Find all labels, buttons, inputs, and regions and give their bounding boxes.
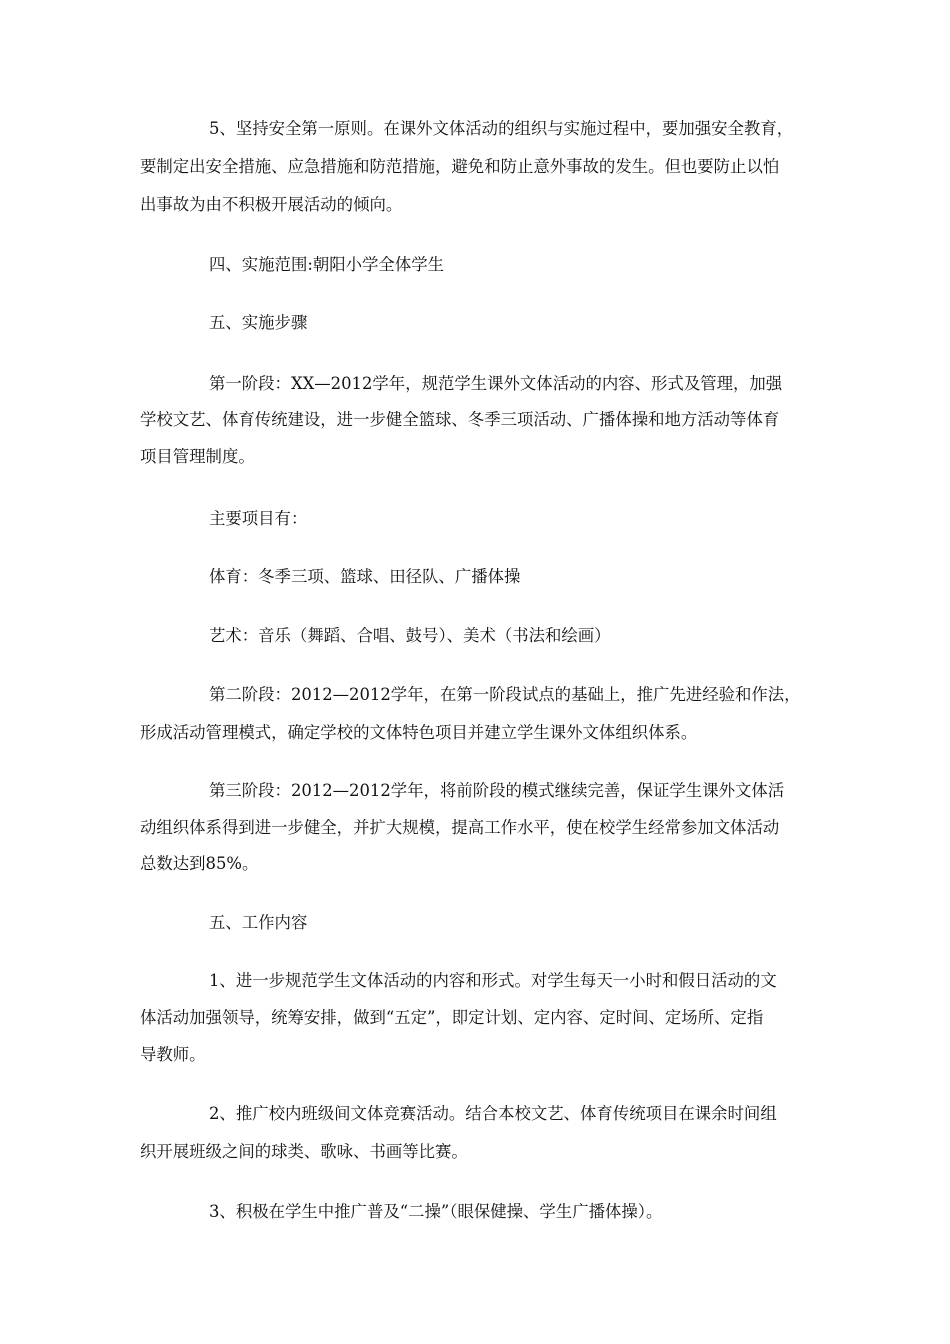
text-line: 总数达到85%。 (140, 854, 259, 873)
text-line: 五、工作内容 (209, 913, 308, 932)
text-line: 导教师。 (140, 1045, 206, 1064)
text-line: 第二阶段：2012—2012学年，在第一阶段试点的基础上，推广先进经验和作法， (209, 685, 801, 704)
text-line: 要制定出安全措施、应急措施和防范措施，避免和防止意外事故的发生。但也要防止以怕 (140, 157, 780, 176)
text-line: 四、实施范围:朝阳小学全体学生 (209, 255, 444, 274)
text-line: 第三阶段：2012—2012学年，将前阶段的模式继续完善，保证学生课外文体活 (209, 781, 785, 800)
text-line: 主要项目有： (209, 509, 308, 528)
text-line: 体育：冬季三项、篮球、田径队、广播体操 (209, 567, 521, 586)
text-line: 织开展班级之间的球类、歌咏、书画等比赛。 (140, 1142, 468, 1161)
text-line: 第一阶段：XX—2012学年，规范学生课外文体活动的内容、形式及管理，加强 (209, 374, 783, 393)
text-line: 五、实施步骤 (209, 313, 308, 332)
text-line: 形成活动管理模式，确定学校的文体特色项目并建立学生课外文体组织体系。 (140, 723, 698, 742)
text-line: 出事故为由不积极开展活动的倾向。 (140, 195, 403, 214)
text-line: 3、积极在学生中推广普及“二操”（眼保健操、学生广播体操）。 (209, 1202, 663, 1221)
text-line: 动组织体系得到进一步健全，并扩大规模，提高工作水平，使在校学生经常参加文体活动 (140, 818, 780, 837)
text-line: 1、进一步规范学生文体活动的内容和形式。对学生每天一小时和假日活动的文 (209, 971, 777, 990)
text-line: 2、推广校内班级间文体竞赛活动。结合本校文艺、体育传统项目在课余时间组 (209, 1104, 777, 1123)
text-line: 学校文艺、体育传统建设，进一步健全篮球、冬季三项活动、广播体操和地方活动等体育 (140, 410, 780, 429)
text-line: 5、坚持安全第一原则。在课外文体活动的组织与实施过程中，要加强安全教育， (209, 119, 794, 138)
text-line: 项目管理制度。 (140, 447, 255, 466)
text-line: 体活动加强领导，统筹安排，做到“五定”，即定计划、定内容、定时间、定场所、定指 (140, 1008, 764, 1027)
text-line: 艺术：音乐（舞蹈、合唱、鼓号）、美术（书法和绘画） (209, 626, 611, 645)
